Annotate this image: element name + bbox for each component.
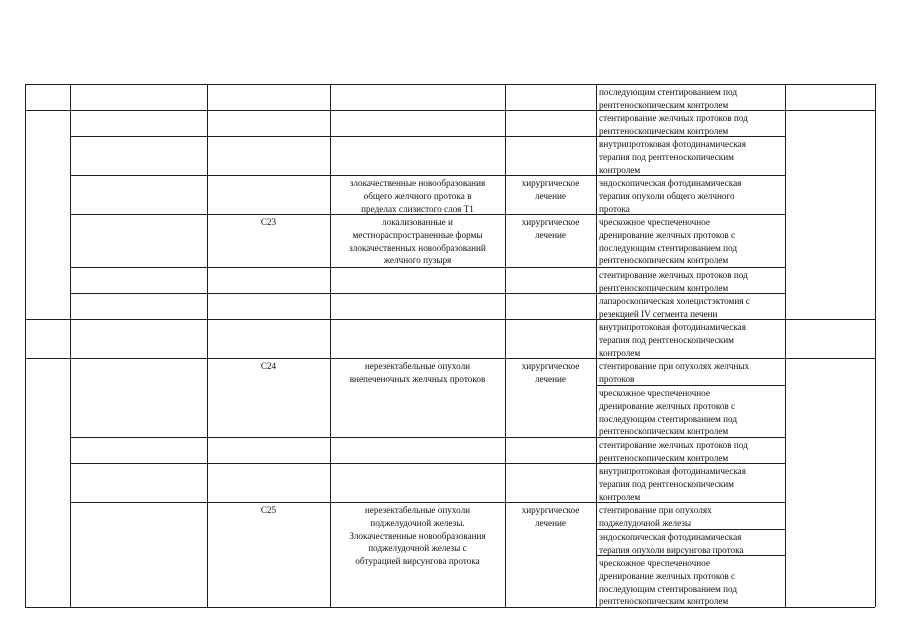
method-cell: хирургическое лечение xyxy=(521,178,580,201)
treatment-cell: стентирование при опухолях желчных протоков xyxy=(599,361,750,384)
treatment-cell: чрескожное чреспеченочное дренирование желчных протоков с последующим стентированием под рентгеноскопическим контролем xyxy=(599,388,738,437)
treatment-cell: стентирование желчных протоков под рентгеноскопическим контролем xyxy=(599,440,748,463)
treatment-cell: чрескожное чреспеченочное дренирование желчных протоков с последующим стентированием под рентгеноскопическим контролем xyxy=(599,558,738,607)
method-cell: хирургическое лечение xyxy=(521,505,580,528)
column-divider xyxy=(207,84,208,607)
disease-cell: нерезектабельные опухоли поджелудочной железы. Злокачественные новообразования поджелудочной железы с обтурацией вирсунгова протока xyxy=(349,505,486,567)
disease-cell: злокачественные новообразования общего желчного протока в пределах слизистого слоя T1 xyxy=(349,178,486,214)
icd-code-cell: C24 xyxy=(260,361,277,371)
column-divider xyxy=(875,84,876,607)
icd-code-cell: C23 xyxy=(260,217,277,227)
treatment-cell: лапароскопическая холецистэктомия с резекцией IV сегмента печени xyxy=(599,296,750,319)
treatment-cell: стентирование желчных протоков под рентгеноскопическим контролем xyxy=(599,113,748,136)
treatment-cell: эндоскопическая фотодинамическая терапия опухоли вирсунгова протока xyxy=(599,532,744,555)
column-divider xyxy=(596,84,597,607)
column-divider xyxy=(785,84,786,607)
treatment-cell: стентирование при опухолях поджелудочной железы xyxy=(599,505,712,528)
disease-cell: локализованные и местнораспространенные формы злокачественных новообразований желчного пузыря xyxy=(349,217,486,266)
treatment-cell: внутрипротоковая фотодинамическая терапия под рентгеноскопическим контролем xyxy=(599,466,746,502)
treatment-cell: эндоскопическая фотодинамическая терапия опухоли общего желчного протока xyxy=(599,178,742,214)
treatment-cell: внутрипротоковая фотодинамическая терапия под рентгеноскопическим контролем xyxy=(599,322,746,358)
treatment-cell: чрескожное чреспеченочное дренирование желчных протоков с последующим стентированием под рентгеноскопическим контролем xyxy=(599,217,738,266)
treatment-cell: последующим стентированием под рентгеноскопическим контролем xyxy=(599,87,738,110)
disease-cell: нерезектабельные опухоли внепеченочных желчных протоков xyxy=(349,361,486,384)
treatment-cell: стентирование желчных протоков под рентгеноскопическим контролем xyxy=(599,270,748,293)
icd-code-cell: C25 xyxy=(260,505,277,515)
method-cell: хирургическое лечение xyxy=(521,361,580,384)
column-divider xyxy=(25,84,26,607)
column-divider xyxy=(70,84,71,607)
method-cell: хирургическое лечение xyxy=(521,217,580,240)
treatment-cell: внутрипротоковая фотодинамическая терапия под рентгеноскопическим контролем xyxy=(599,139,746,175)
table-top-border xyxy=(25,84,875,85)
